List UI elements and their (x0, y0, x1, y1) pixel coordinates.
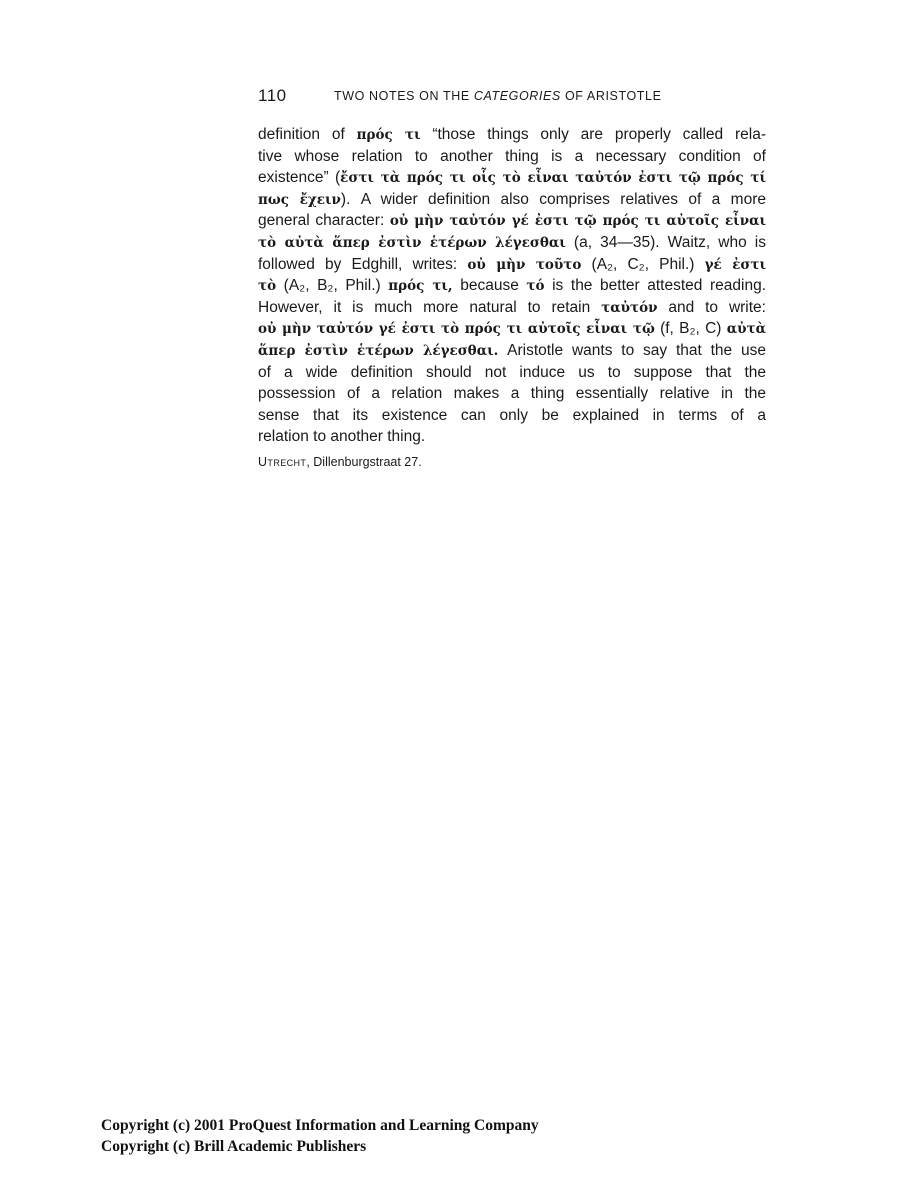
copyright-notice (101, 1115, 539, 1157)
greek-text: ἅπερ ἐστὶν ἑτέρων λέγεσθαι. (258, 342, 499, 359)
greek-text: τό (526, 278, 545, 295)
running-head-italic: CATEGORIES (473, 89, 561, 103)
text-line (258, 275, 766, 297)
greek-text: ταὐτόν (601, 299, 658, 316)
text-run: Aristotle wants to say that the use (498, 341, 766, 359)
body-paragraph (258, 124, 766, 448)
text-run: However, it is much more natural to retain (258, 298, 602, 316)
text-run: (A₂, C₂, Phil.) (581, 255, 705, 273)
text-line (258, 297, 766, 319)
text-line (258, 254, 766, 276)
text-run: possession of a relation makes a thing essentially relative in the (258, 385, 766, 403)
author-signature (258, 455, 422, 469)
text-run: tive whose relation to another thing is a necessary condition of (258, 147, 766, 165)
text-run: definition of (258, 126, 357, 143)
text-run: because (452, 277, 527, 295)
text-line (258, 362, 766, 384)
page-header (258, 86, 698, 108)
text-run: “those things only are properly called rela- (420, 126, 766, 143)
text-line (258, 383, 766, 405)
text-run: followed by Edghill, writes: (258, 255, 468, 273)
text-line (258, 124, 766, 146)
text-line (258, 318, 766, 340)
greek-text: τὸ (258, 278, 277, 295)
copyright-line-1: Copyright (c) 2001 ProQuest Information and Learning Company (101, 1117, 539, 1134)
greek-text: ἔστι τὰ πρός τι οἷς τὸ εἶναι ταὐτόν ἐστι τῷ πρός τί (340, 170, 766, 187)
greek-text: γέ ἐστι (704, 256, 766, 273)
text-run: (a, 34—35). Waitz, who is (565, 233, 766, 251)
text-line (258, 189, 766, 211)
text-line (258, 210, 766, 232)
running-head-post: OF ARISTOTLE (560, 89, 662, 103)
greek-text: οὐ μὴν ταὐτόν γέ ἐστι τὸ πρός τι αὐτοῖς εἶναι τῷ (258, 321, 655, 338)
greek-text: πρός τι, (388, 278, 453, 295)
text-line (258, 146, 766, 168)
greek-text: οὐ μὴν τοῦτο (467, 256, 582, 273)
text-run: general character: (258, 212, 390, 230)
text-line (258, 232, 766, 254)
text-run: of a wide definition should not induce us to suppose that the (258, 363, 766, 381)
running-head-pre: TWO NOTES ON THE (334, 89, 474, 103)
text-run: ). A wider definition also comprises relatives of a more (340, 190, 766, 208)
greek-text: οὐ μὴν ταὐτόν γέ ἐστι τῷ πρός τι αὐτοῖς εἶναι (389, 213, 766, 230)
text-line (258, 426, 766, 448)
running-head (334, 89, 662, 103)
text-run: existence” ( (258, 169, 341, 187)
copyright-line-2: Copyright (c) Brill Academic Publishers (101, 1138, 367, 1155)
text-run: and to write: (657, 298, 766, 316)
page-number: 110 (258, 86, 287, 105)
text-run: relation to another thing. (258, 428, 426, 446)
greek-text: τὸ αὐτὰ ἅπερ ἐστὶν ἑτέρων λέγεσθαι (258, 234, 566, 251)
text-run: sense that its existence can only be explained in terms of a (258, 406, 766, 424)
signature-address: , Dillenburgstraat 27. (306, 455, 422, 469)
text-line (258, 340, 766, 362)
greek-text: αὐτὰ (726, 321, 766, 338)
greek-text: πρός τι (356, 127, 421, 143)
text-line (258, 167, 766, 189)
text-line (258, 405, 766, 427)
text-run: (f, B₂, C) (654, 320, 727, 338)
text-run: (A₂, B₂, Phil.) (276, 277, 389, 295)
signature-place: Utrecht (258, 455, 307, 469)
greek-text: πως ἔχειν (258, 191, 341, 208)
text-run: is the better attested reading. (544, 277, 766, 295)
